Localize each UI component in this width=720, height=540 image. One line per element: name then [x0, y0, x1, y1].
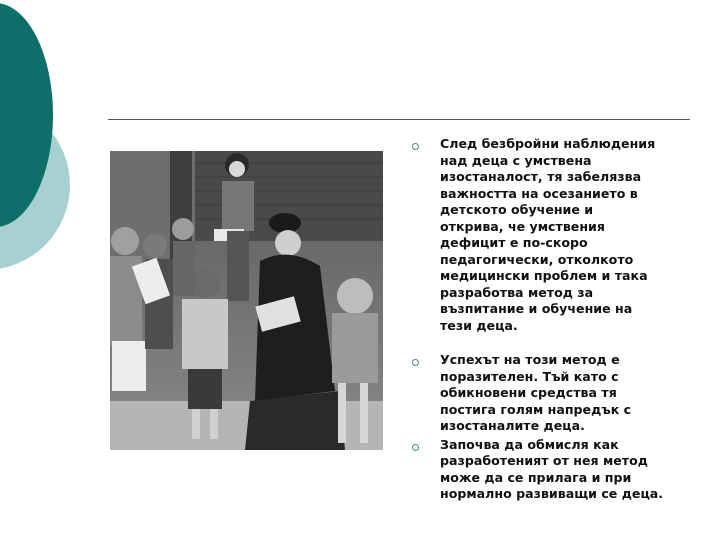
circle-bullet-icon — [412, 444, 419, 451]
bullet-text: Започва да обмисля как разработеният от нея метод може да се прилага и при нормално развиващи се деца. — [440, 436, 664, 501]
circle-bullet-icon — [412, 143, 419, 150]
circle-bullet-icon — [412, 359, 419, 366]
bullet-list — [412, 136, 712, 503]
header-divider — [108, 119, 690, 120]
list-item — [412, 136, 712, 334]
list-item — [412, 352, 712, 435]
bullet-text: Успехът на този метод е поразителен. Тъй като с обикновени средства тя постига голям напредък с изостаналите деца. — [440, 352, 632, 433]
children-photo — [110, 151, 383, 450]
list-item — [412, 437, 712, 503]
bullet-text: След безбройни наблюдения над деца с умствена изостаналост, тя забелязва важността на осезанието в детското обучение и открива, че умствения дефицит е по-скоро педагогически, отколкото медицински проблем и така разработва метод за възпитание и обучение на тези деца. — [440, 136, 656, 333]
